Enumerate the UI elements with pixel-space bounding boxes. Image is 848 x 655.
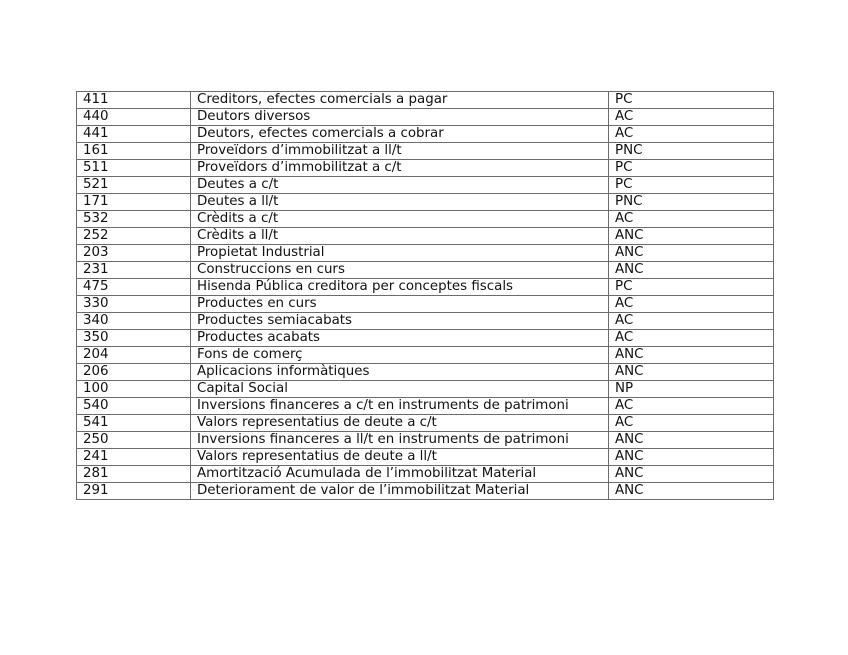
- account-description-cell: Deutes a ll/t: [191, 194, 609, 211]
- account-type-cell: NP: [609, 381, 774, 398]
- table-row: [77, 449, 774, 466]
- table-row: [77, 143, 774, 160]
- account-code-cell: 231: [77, 262, 191, 279]
- table-row: [77, 194, 774, 211]
- account-code-cell: 521: [77, 177, 191, 194]
- table-row: [77, 228, 774, 245]
- account-description-cell: Inversions financeres a ll/t en instruments de patrimoni: [191, 432, 609, 449]
- account-description-cell: Amortització Acumulada de l’immobilitzat Material: [191, 466, 609, 483]
- table-row: [77, 160, 774, 177]
- account-type-cell: AC: [609, 211, 774, 228]
- account-type-cell: ANC: [609, 228, 774, 245]
- account-description-cell: Propietat Industrial: [191, 245, 609, 262]
- table-row: [77, 92, 774, 109]
- table-row: [77, 126, 774, 143]
- account-type-cell: AC: [609, 415, 774, 432]
- account-code-cell: 206: [77, 364, 191, 381]
- account-description-cell: Fons de comerç: [191, 347, 609, 364]
- table-row: [77, 415, 774, 432]
- account-code-cell: 540: [77, 398, 191, 415]
- account-type-cell: ANC: [609, 466, 774, 483]
- account-description-cell: Crèdits a c/t: [191, 211, 609, 228]
- account-type-cell: ANC: [609, 483, 774, 500]
- account-code-cell: 532: [77, 211, 191, 228]
- table-row: [77, 483, 774, 500]
- account-type-cell: ANC: [609, 432, 774, 449]
- account-description-cell: Deutes a c/t: [191, 177, 609, 194]
- account-description-cell: Valors representatius de deute a c/t: [191, 415, 609, 432]
- account-type-cell: AC: [609, 126, 774, 143]
- account-code-cell: 511: [77, 160, 191, 177]
- account-code-cell: 350: [77, 330, 191, 347]
- account-code-cell: 441: [77, 126, 191, 143]
- account-description-cell: Inversions financeres a c/t en instruments de patrimoni: [191, 398, 609, 415]
- account-code-cell: 250: [77, 432, 191, 449]
- account-description-cell: Valors representatius de deute a ll/t: [191, 449, 609, 466]
- account-type-cell: PNC: [609, 143, 774, 160]
- table-row: [77, 109, 774, 126]
- table-row: [77, 466, 774, 483]
- account-type-cell: AC: [609, 296, 774, 313]
- account-description-cell: Deutors diversos: [191, 109, 609, 126]
- account-description-cell: Deteriorament de valor de l’immobilitzat Material: [191, 483, 609, 500]
- table-row: [77, 262, 774, 279]
- account-code-cell: 252: [77, 228, 191, 245]
- account-description-cell: Productes semiacabats: [191, 313, 609, 330]
- account-description-cell: Productes en curs: [191, 296, 609, 313]
- account-description-cell: Deutors, efectes comercials a cobrar: [191, 126, 609, 143]
- account-description-cell: Construccions en curs: [191, 262, 609, 279]
- table-row: [77, 313, 774, 330]
- account-code-cell: 475: [77, 279, 191, 296]
- account-type-cell: ANC: [609, 347, 774, 364]
- account-description-cell: Aplicacions informàtiques: [191, 364, 609, 381]
- account-description-cell: Productes acabats: [191, 330, 609, 347]
- account-description-cell: Proveïdors d’immobilitzat a ll/t: [191, 143, 609, 160]
- table-row: [77, 364, 774, 381]
- account-type-cell: AC: [609, 313, 774, 330]
- accounts-table: [76, 91, 774, 500]
- table-row: [77, 330, 774, 347]
- account-code-cell: 411: [77, 92, 191, 109]
- account-description-cell: Hisenda Pública creditora per conceptes fiscals: [191, 279, 609, 296]
- table-row: [77, 347, 774, 364]
- account-description-cell: Capital Social: [191, 381, 609, 398]
- account-code-cell: 204: [77, 347, 191, 364]
- table-row: [77, 279, 774, 296]
- account-code-cell: 330: [77, 296, 191, 313]
- account-code-cell: 440: [77, 109, 191, 126]
- account-type-cell: ANC: [609, 364, 774, 381]
- account-code-cell: 100: [77, 381, 191, 398]
- account-description-cell: Creditors, efectes comercials a pagar: [191, 92, 609, 109]
- account-type-cell: PNC: [609, 194, 774, 211]
- table-row: [77, 381, 774, 398]
- accounts-table-body: [77, 92, 774, 500]
- account-type-cell: ANC: [609, 449, 774, 466]
- account-type-cell: PC: [609, 160, 774, 177]
- account-type-cell: AC: [609, 398, 774, 415]
- account-code-cell: 281: [77, 466, 191, 483]
- table-row: [77, 211, 774, 228]
- account-code-cell: 340: [77, 313, 191, 330]
- account-description-cell: Proveïdors d’immobilitzat a c/t: [191, 160, 609, 177]
- account-code-cell: 171: [77, 194, 191, 211]
- account-type-cell: PC: [609, 92, 774, 109]
- account-description-cell: Crèdits a ll/t: [191, 228, 609, 245]
- account-type-cell: AC: [609, 109, 774, 126]
- table-row: [77, 432, 774, 449]
- account-code-cell: 161: [77, 143, 191, 160]
- account-code-cell: 241: [77, 449, 191, 466]
- table-row: [77, 398, 774, 415]
- table-row: [77, 245, 774, 262]
- table-row: [77, 177, 774, 194]
- account-type-cell: AC: [609, 330, 774, 347]
- table-row: [77, 296, 774, 313]
- account-code-cell: 291: [77, 483, 191, 500]
- account-type-cell: PC: [609, 177, 774, 194]
- account-type-cell: ANC: [609, 262, 774, 279]
- account-type-cell: ANC: [609, 245, 774, 262]
- account-code-cell: 203: [77, 245, 191, 262]
- account-type-cell: PC: [609, 279, 774, 296]
- account-code-cell: 541: [77, 415, 191, 432]
